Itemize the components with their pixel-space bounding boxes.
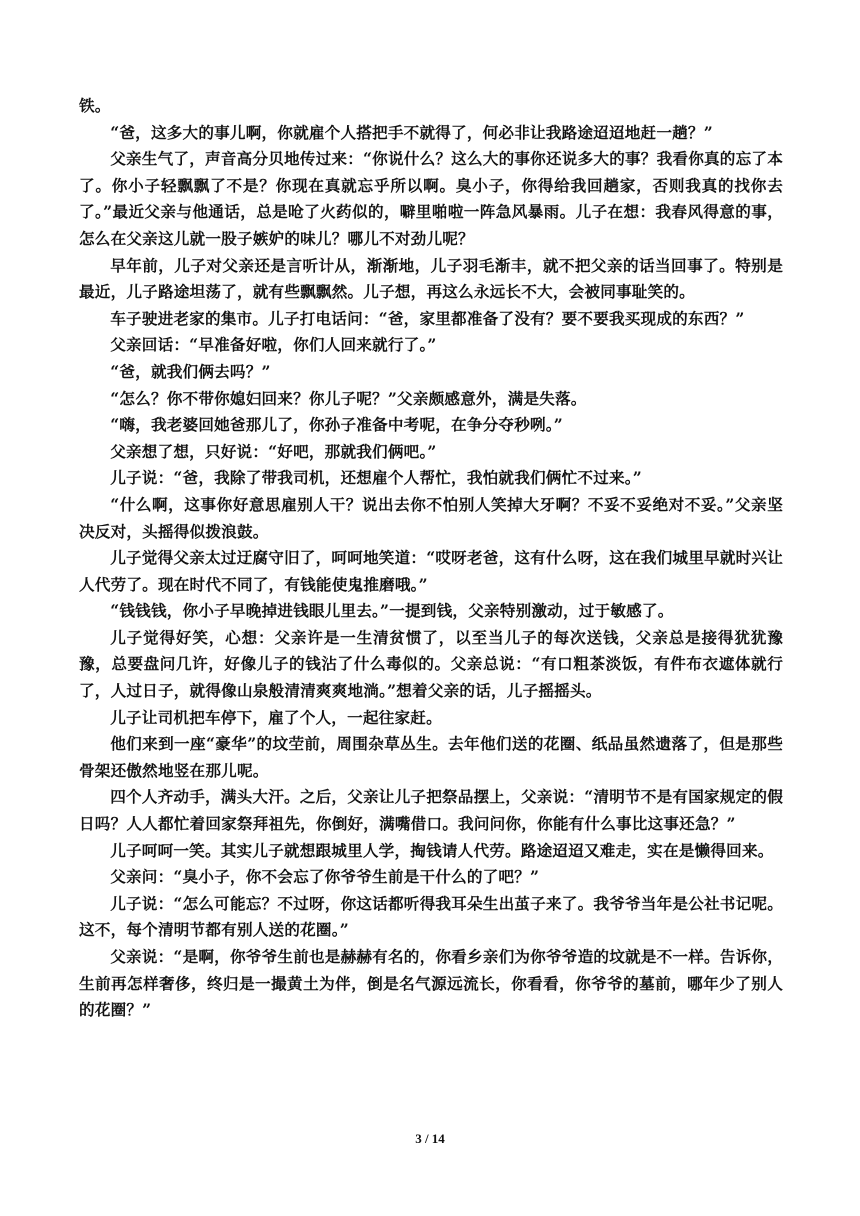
paragraph: “什么啊，这事你好意思雇别人干？说出去你不怕别人笑掉大牙啊？不妥不妥绝对不妥。”父亲坚决反对，头摇得似拨浪鼓。 — [79, 494, 783, 541]
paragraph: “怎么？你不带你媳妇回来？你儿子呢？”父亲颇感意外，满是失落。 — [110, 388, 587, 408]
paragraph: “嗨，我老婆回她爸那儿了，你孙子准备中考呢，在争分夺秒咧。” — [110, 415, 563, 435]
page-number: 3 / 14 — [415, 1131, 445, 1146]
paragraph: 儿子呵呵一笑。其实儿子就想跟城里人学，掏钱请人代劳。路途迢迢又难走，实在是懒得回来。 — [110, 840, 774, 860]
paragraph: 铁。 — [79, 96, 111, 115]
paragraph: 早年前，儿子对父亲还是言听计从，渐渐地，儿子羽毛渐丰，就不把父亲的话当回事了。特别是最近，儿子路途坦荡了，就有些飘飘然。儿子想，再这么永远长不大，会被同事耻笑的。 — [79, 255, 783, 302]
paragraph: 车子驶进老家的集市。儿子打电话问：“爸，家里都准备了没有？要不要我买现成的东西？” — [110, 308, 745, 328]
paragraph: 儿子说：“爸，我除了带我司机，还想雇个人帮忙，我怕就我们俩忙不过来。” — [110, 468, 642, 488]
paragraph: 父亲回话：“早准备好啦，你们人回来就行了。” — [110, 335, 437, 355]
paragraph: 父亲生气了，声音高分贝地传过来：“你说什么？这么大的事你还说多大的事？我看你真的忘了本了。你小子轻飘飘了不是？你现在真就忘乎所以啊。臭小子，你得给我回趟家，否则我真的找你去了。”最近父亲与他通话，总是呛了火药似的，噼里啪啦一阵急风暴雨。儿子在想：我春风得意的事，怎么在父亲这儿就一股子嫉妒的味儿？哪儿不对劲儿呢？ — [79, 149, 783, 248]
paragraph: 父亲想了想，只好说：“好吧，那就我们俩吧。” — [110, 441, 437, 461]
paragraph: 四个人齐动手，满头大汗。之后，父亲让儿子把祭品摆上，父亲说：“清明节不是有国家规定的假日吗？人人都忙着回家祭拜祖先，你倒好，满嘴借口。我问问你，你能有什么事比这事还急？” — [79, 787, 783, 834]
paragraph: 儿子让司机把车停下，雇了个人，一起往家赶。 — [110, 707, 442, 727]
paragraph: 儿子觉得父亲太过迂腐守旧了，呵呵地笑道：“哎呀老爸，这有什么呀，这在我们城里早就时兴让人代劳了。现在时代不同了，有钱能使鬼推磨哦。” — [79, 548, 783, 594]
paragraph: 父亲问：“臭小子，你不会忘了你爷爷生前是干什么的了吧？” — [110, 867, 540, 887]
paragraph: 儿子说：“怎么可能忘？不过呀，你这话都听得我耳朵生出茧子来了。我爷爷当年是公社书记呢。这不，每个清明节都有别人送的花圈。” — [79, 893, 783, 940]
paragraph: “钱钱钱，你小子早晚掉进钱眼儿里去。”一提到钱，父亲特别激动，过于敏感了。 — [110, 601, 674, 621]
article-body — [79, 93, 783, 1024]
paragraph: 他们来到一座“豪华”的坟茔前，周围杂草丛生。去年他们送的花圈、纸品虽然遗落了，但是那些骨架还傲然地竖在那儿呢。 — [79, 734, 783, 780]
paragraph: “爸，就我们俩去吗？” — [110, 361, 271, 381]
paragraph: 儿子觉得好笑，心想：父亲许是一生清贫惯了，以至当儿子的每次送钱，父亲总是接得犹犹豫豫，总要盘问几许，好像儿子的钱沾了什么毒似的。父亲总说：“有口粗茶淡饭，有件布衣遮体就行了，人过日子，就得像山泉般清清爽爽地淌。”想着父亲的话，儿子摇摇头。 — [79, 627, 783, 701]
paragraph: “爸，这多大的事儿啊，你就雇个人搭把手不就得了，何必非让我路途迢迢地赶一趟？” — [110, 122, 713, 142]
paragraph: 父亲说：“是啊，你爷爷生前也是赫赫有名的，你看乡亲们为你爷爷造的坟就是不一样。告诉你，生前再怎样奢侈，终归是一撮黄土为伴，倒是名气源远流长，你看看，你爷爷的墓前，哪年少了别人的花圈？” — [79, 947, 783, 1020]
